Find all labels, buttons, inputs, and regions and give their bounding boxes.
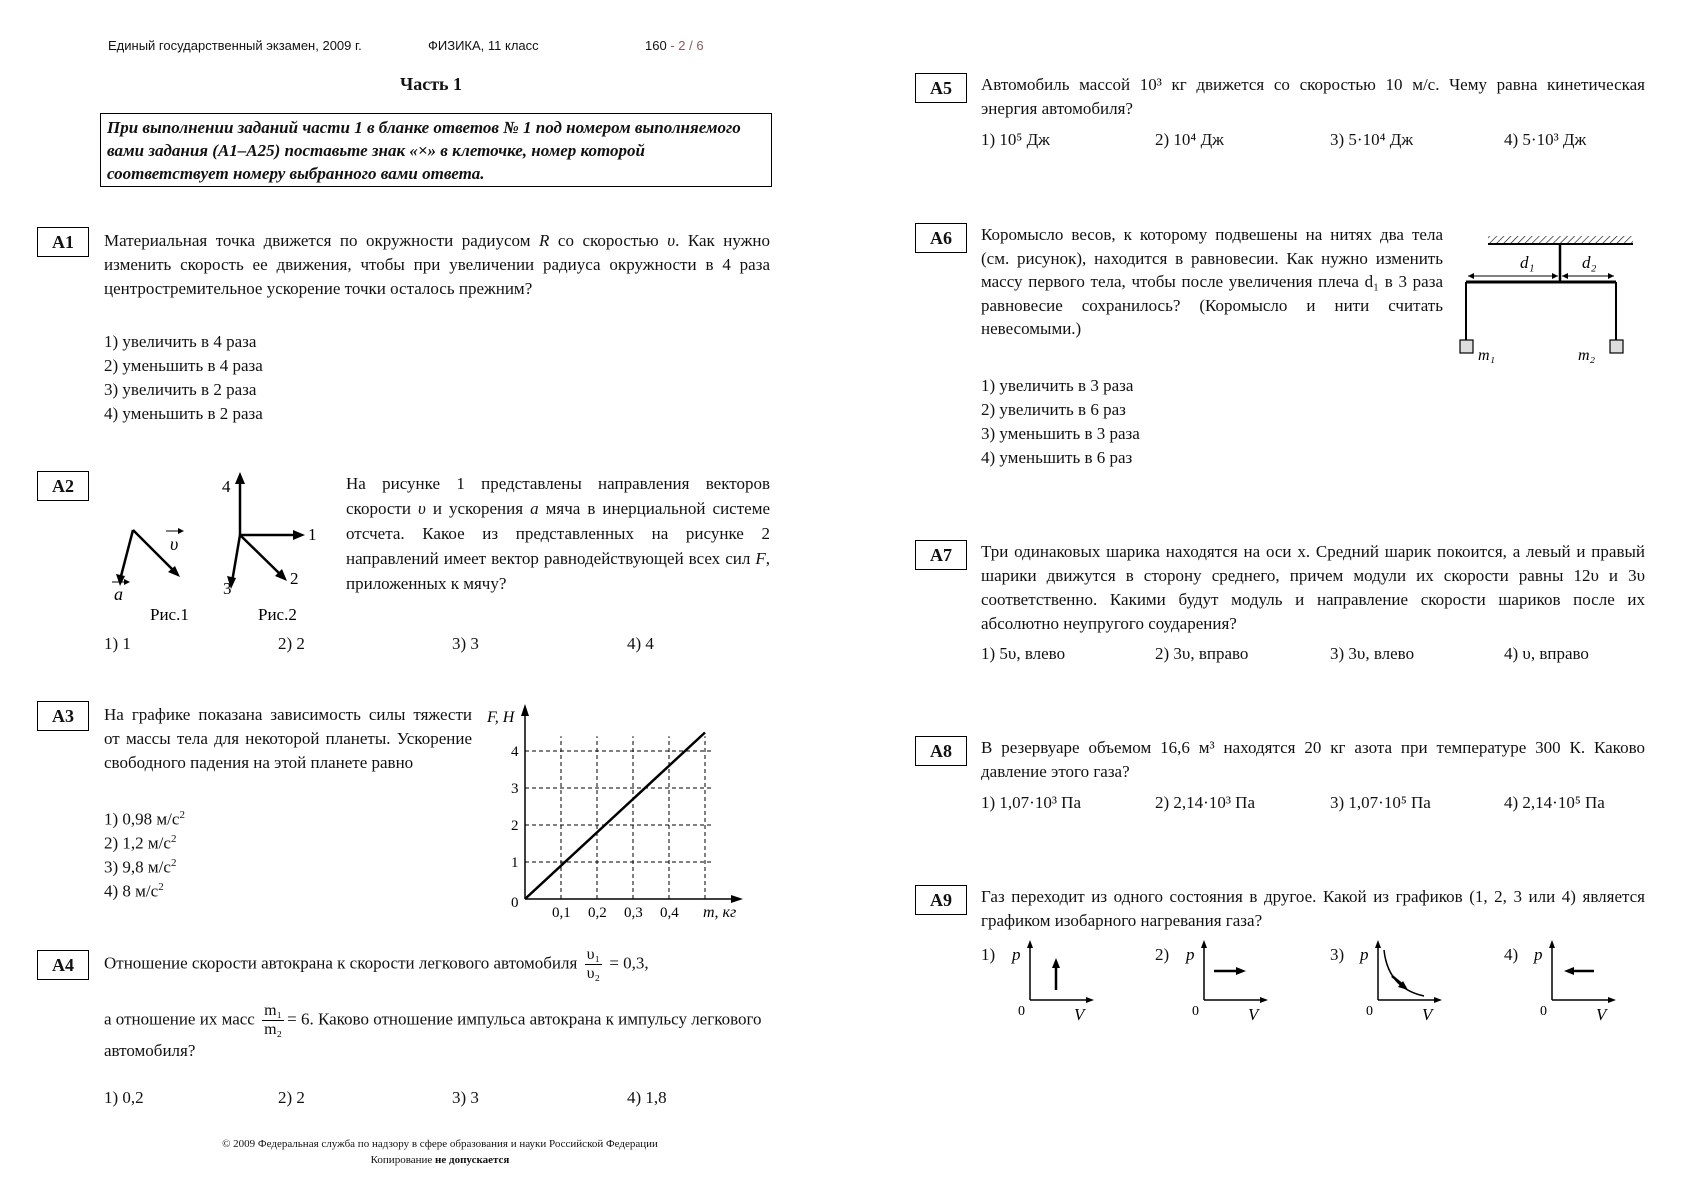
- a2-text-part: и ускорения: [425, 499, 531, 518]
- answer-option[interactable]: [104, 851, 185, 875]
- isotherm-curve: [1384, 950, 1424, 996]
- fraction-numerator: υ₁: [586, 946, 601, 963]
- a2-var-v: υ: [418, 499, 426, 518]
- x-axis-label: m, кг: [703, 904, 737, 921]
- origin-label: 0: [1192, 1004, 1199, 1019]
- axis-p-label: p: [1360, 945, 1369, 964]
- answer-option[interactable]: 1) увеличить в 4 раза: [104, 332, 257, 351]
- answer-option[interactable]: 3) 3: [452, 634, 479, 653]
- mass-block-m2: [1610, 340, 1623, 353]
- footer-copy-note: [140, 1154, 740, 1166]
- footer-copyright: © 2009 Федеральная служба по надзору в сфере образования и науки Российской Федерации: [222, 1138, 658, 1150]
- answer-option[interactable]: 2) 2: [278, 1088, 305, 1107]
- a4-text-part: = 6. Каково отношение импульса автокрана к импульсу легкового автомобиля?: [104, 1009, 762, 1060]
- answer-option[interactable]: 3) увеличить в 2 раза: [104, 380, 257, 399]
- instructions-box: При выполнении заданий части 1 в бланке ответов № 1 под номером выполняемого вами задания (А1–А25) поставьте знак «×» в клеточке, номер которой соответствует номеру выбранного вами ответа.: [100, 113, 772, 187]
- question-text-a8: В резервуаре объемом 16,6 м³ находятся 20 кг азота при температуре 300 К. Каково давление этого газа?: [981, 738, 1645, 781]
- question-label-a9: А9: [915, 885, 967, 915]
- arrow-head-icon: [235, 472, 245, 484]
- a2-text-part: мяча в инерциальной системе отсчета. Какое из представленных на рисунке 2 направлений имеет вектор равнодействующей всех сил: [346, 499, 771, 568]
- x-tick-label: 0,1: [552, 905, 571, 921]
- question-label-a6: А6: [915, 223, 967, 253]
- answer-option[interactable]: 3) уменьшить в 3 раза: [981, 424, 1140, 443]
- fraction-denominator: υ₂: [586, 965, 601, 982]
- x-tick-label: 0,4: [660, 905, 679, 921]
- answer-option[interactable]: 1) 1,07·10³ Па: [981, 793, 1081, 812]
- answer-option[interactable]: 4) уменьшить в 6 раз: [981, 448, 1133, 467]
- origin-label: 0: [1540, 1004, 1547, 1019]
- question-text-a4-line1: [104, 946, 774, 983]
- graph-option-number-4[interactable]: 4): [1504, 945, 1519, 964]
- fig1-a-label: a: [114, 584, 123, 604]
- superscript: 2: [158, 881, 164, 893]
- question-text-a2: [346, 471, 770, 596]
- question-text-a5: Автомобиль массой 10³ кг движется со скоростью 10 м/с. Чему равна кинетическая энергия автомобиля?: [981, 75, 1645, 118]
- axis-p-label: p: [1012, 945, 1021, 964]
- a6-balance-figure: [1460, 230, 1645, 370]
- answer-option[interactable]: 1) 0,2: [104, 1088, 144, 1107]
- a4-text-part: = 0,3,: [609, 953, 649, 973]
- answer-option[interactable]: 2) 3υ, вправо: [1155, 644, 1249, 663]
- answer-options-a1: [104, 330, 263, 426]
- a3-force-mass-chart: [480, 704, 750, 924]
- question-text-a7: Три одинаковых шарика находятся на оси x. Средний шарик покоится, а левый и правый шарики движутся в сторону среднего, причем модули их скорости равны 12υ и 3υ соответственно. Какими будут модуль и направление скорости шариков после их абсолютно неупругого соударения?: [981, 542, 1645, 633]
- question-text-a4-line2: [104, 1002, 774, 1063]
- x-tick-label: 0,2: [588, 905, 607, 921]
- answer-option-text: 3) 9,8 м/с: [104, 857, 171, 877]
- label-m2: m₂: [1578, 347, 1596, 364]
- answer-option[interactable]: 4) 5·10³ Дж: [1504, 130, 1587, 149]
- question-text-a9: Газ переходит из одного состояния в другое. Какой из графиков (1, 2, 3 или 4) является графиком изобарного нагревания газа?: [981, 887, 1645, 930]
- a4-text-part: а отношение их масс: [104, 1009, 255, 1029]
- answer-option[interactable]: 3) 3: [452, 1088, 479, 1107]
- a2-figures: [100, 470, 330, 630]
- a1-text-part: со скоростью: [549, 231, 668, 250]
- axis-p-label: p: [1534, 945, 1543, 964]
- label-d2: d₂: [1582, 253, 1597, 272]
- x-tick-label: 0,3: [624, 905, 643, 921]
- answer-option[interactable]: 1) 5υ, влево: [981, 644, 1066, 663]
- axis-v-label: V: [1074, 1005, 1085, 1024]
- exam-title: Единый государственный экзамен, 2009 г.: [108, 38, 362, 53]
- answer-option[interactable]: 3) 5·10⁴ Дж: [1330, 130, 1414, 149]
- fig1-caption: Рис.1: [150, 605, 189, 624]
- question-label-a8: А8: [915, 736, 967, 766]
- question-label-a7: А7: [915, 540, 967, 570]
- fig2-label-2: 2: [290, 569, 299, 588]
- answer-option[interactable]: [104, 827, 185, 851]
- subject-title: ФИЗИКА, 11 класс: [428, 38, 539, 53]
- answer-option-text: 2) 1,2 м/с: [104, 833, 171, 853]
- fraction-numerator: m₁: [264, 1002, 283, 1019]
- fig1-v-label: υ: [170, 534, 179, 554]
- answer-option[interactable]: 2) 2: [278, 634, 305, 653]
- pv-graph-1[interactable]: [1010, 940, 1090, 1025]
- a2-text-part: , приложенных к мячу?: [346, 549, 770, 593]
- question-label-a2: А2: [37, 471, 89, 501]
- ceiling-hatch: [1488, 236, 1633, 244]
- arrow-head-icon: [293, 530, 305, 540]
- superscript: 2: [179, 809, 185, 821]
- y-axis-arrow-icon: [521, 704, 529, 716]
- y-tick-label: 4: [511, 744, 519, 760]
- origin-label: 0: [1018, 1004, 1025, 1019]
- fraction-m1-m2: [262, 1002, 284, 1039]
- question-label-a5: А5: [915, 73, 967, 103]
- answer-option[interactable]: 2) 2,14·10³ Па: [1155, 793, 1255, 812]
- fig2-label-4: 4: [222, 477, 231, 496]
- fig2-label-3: 3: [223, 579, 232, 598]
- y-tick-label: 2: [511, 818, 519, 834]
- y-axis-label: F, Н: [487, 709, 515, 726]
- data-series-line: [525, 733, 705, 900]
- x-axis-arrow-icon: [731, 895, 743, 903]
- page-number: - 2 / 6: [670, 38, 704, 53]
- fraction-v1-v2: [585, 946, 603, 983]
- superscript: 2: [170, 857, 177, 869]
- answer-option[interactable]: 3) 3υ, влево: [1330, 644, 1415, 663]
- answer-option[interactable]: 4) υ, вправо: [1504, 644, 1589, 663]
- graph-option-number-3[interactable]: 3): [1330, 945, 1345, 964]
- variant-code: 160: [645, 38, 667, 53]
- question-label-a4: А4: [37, 950, 89, 980]
- a2-var-a: a: [530, 499, 539, 518]
- answer-option[interactable]: 2) 10⁴ Дж: [1155, 130, 1224, 149]
- answer-option[interactable]: 2) уменьшить в 4 раза: [104, 356, 263, 375]
- pv-graph-2[interactable]: [1184, 940, 1264, 1025]
- answer-option[interactable]: 2) увеличить в 6 раз: [981, 400, 1126, 419]
- page-code: [645, 38, 704, 53]
- mass-block-m1: [1460, 340, 1473, 353]
- axis-v-label: V: [1596, 1005, 1607, 1024]
- y-tick-label: 1: [511, 855, 519, 871]
- question-label-a1: А1: [37, 227, 89, 257]
- answer-option[interactable]: 4) 2,14·10⁵ Па: [1504, 793, 1605, 812]
- answer-option[interactable]: 3) 1,07·10⁵ Па: [1330, 793, 1431, 812]
- a2-text-part: На рисунке 1 представлены направления векторов скорости: [346, 474, 770, 518]
- graph-option-number-1[interactable]: 1): [981, 945, 996, 964]
- a1-text-part: . Как нужно изменить скорость ее движения, чтобы при увеличении радиуса окружности в 4 раза центростремительное ускорение точки осталось прежним?: [104, 231, 771, 298]
- answer-option[interactable]: 1) 1: [104, 634, 131, 653]
- answer-option[interactable]: 4) 1,8: [627, 1088, 667, 1107]
- a2-var-f: F: [755, 549, 766, 568]
- label-m1: m₁: [1478, 347, 1496, 364]
- fraction-denominator: m₂: [264, 1021, 283, 1038]
- answer-option[interactable]: [104, 803, 185, 827]
- arrow-head-icon: [1564, 967, 1574, 975]
- answer-option[interactable]: [104, 875, 185, 899]
- origin-label: 0: [1366, 1004, 1373, 1019]
- question-text-a6: Коромысло весов, к которому подвешены на нитях два тела (см. рисунок), находится в равновесии. Как нужно изменить массу первого тела, чтобы после увеличения плеча d₁ в 3 раза равновесие сохранилось? (Коромысло и нити считать невесомыми.): [981, 225, 1443, 338]
- answer-options-a3: [104, 803, 185, 899]
- answer-option[interactable]: 1) увеличить в 3 раза: [981, 376, 1134, 395]
- axis-p-label: p: [1186, 945, 1195, 964]
- fig1-accel-vector: [120, 530, 133, 580]
- arrow-head-icon: [1052, 958, 1060, 968]
- question-text-a3: На графике показана зависимость силы тяжести от массы тела для некоторой планеты. Ускорение свободного падения на этой планете равно: [104, 705, 472, 772]
- answer-option[interactable]: 1) 10⁵ Дж: [981, 130, 1050, 149]
- question-label-a3: А3: [37, 701, 89, 731]
- superscript: 2: [170, 833, 177, 845]
- answer-option-text: 4) 8 м/с: [104, 881, 159, 901]
- axis-v-label: V: [1248, 1005, 1259, 1024]
- answer-option[interactable]: 4) уменьшить в 2 раза: [104, 404, 263, 423]
- y-tick-label: 3: [511, 781, 519, 797]
- axis-v-label: V: [1422, 1005, 1433, 1024]
- origin-label: 0: [511, 895, 519, 911]
- footer-bold-text: не допускается: [435, 1154, 510, 1166]
- question-text-a1: [104, 229, 770, 301]
- fig2-dir-3: [232, 535, 240, 582]
- footer-text: Копирование: [370, 1154, 436, 1166]
- graph-option-number-2[interactable]: 2): [1155, 945, 1170, 964]
- fig2-caption: Рис.2: [258, 605, 297, 624]
- pv-graph-4[interactable]: [1532, 940, 1612, 1025]
- answer-option-text: 1) 0,98 м/с: [104, 809, 180, 829]
- arrow-head-icon: [1236, 967, 1246, 975]
- a1-var-r: R: [539, 231, 550, 250]
- part-title: Часть 1: [400, 74, 463, 94]
- a1-text-part: Материальная точка движется по окружности радиусом: [104, 231, 539, 250]
- a1-var-v: υ: [667, 231, 676, 250]
- a4-text-part: Отношение скорости автокрана к скорости легкового автомобиля: [104, 953, 578, 973]
- label-d1: d₁: [1520, 253, 1535, 272]
- answer-option[interactable]: 4) 4: [627, 634, 654, 653]
- fig2-label-1: 1: [308, 525, 317, 544]
- answer-options-a6: [981, 374, 1140, 470]
- pv-graph-3[interactable]: [1358, 940, 1438, 1025]
- fig2-dir-2: [240, 535, 282, 576]
